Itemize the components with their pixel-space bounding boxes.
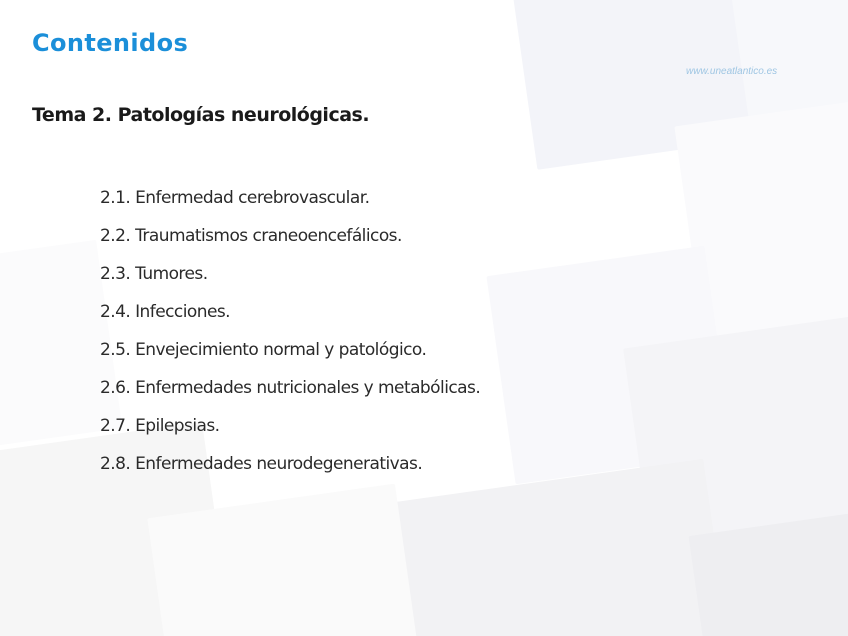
contents-list-item: 2.5. Envejecimiento normal y patológico. — [100, 340, 427, 360]
contents-list — [100, 184, 480, 488]
contents-list-item: 2.1. Enfermedad cerebrovascular. — [100, 188, 370, 208]
topic-heading: Tema 2. Patologías neurológicas. — [32, 104, 370, 126]
contents-list-item: 2.6. Enfermedades nutricionales y metabólicas. — [100, 378, 481, 398]
contents-list-item: 2.3. Tumores. — [100, 264, 208, 284]
contents-list-item: 2.7. Epilepsias. — [100, 416, 220, 436]
site-url: www.uneatlantico.es — [686, 66, 778, 77]
contents-list-item: 2.4. Infecciones. — [100, 302, 231, 322]
contents-list-item: 2.2. Traumatismos craneoencefálicos. — [100, 226, 402, 246]
contents-list-item: 2.8. Enfermedades neurodegenerativas. — [100, 454, 423, 474]
slide-title: Contenidos — [32, 29, 189, 57]
